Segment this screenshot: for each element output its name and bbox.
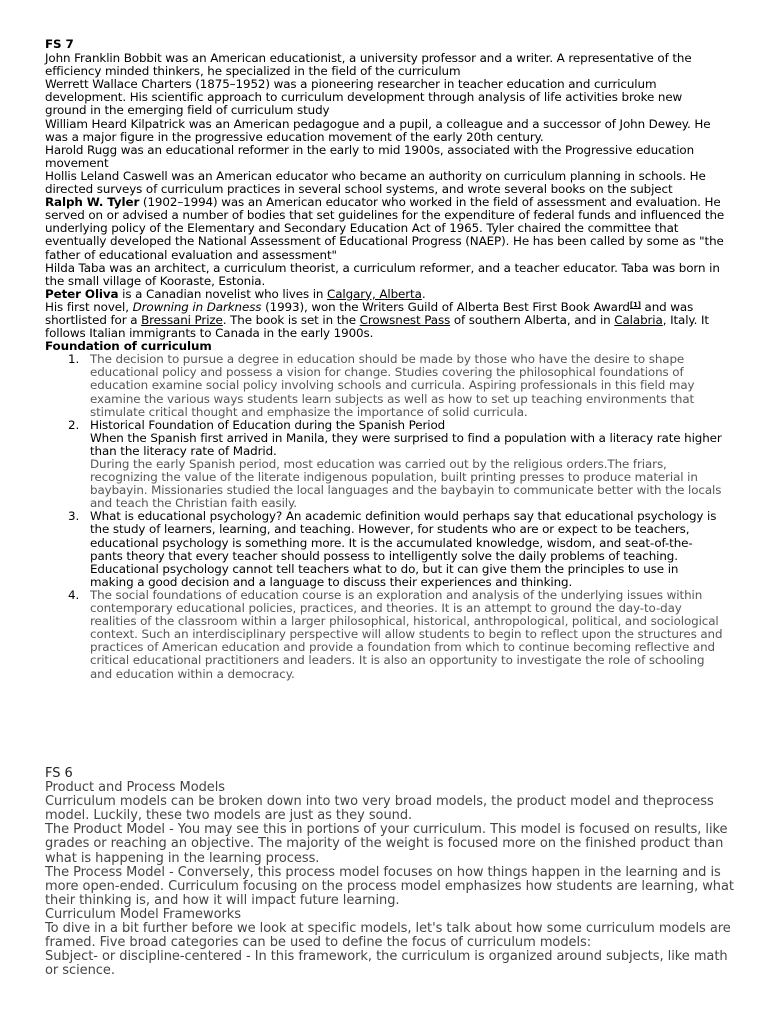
list-item-text: The decision to pursue a degree in education should be made by those who have the desire to shape educational policy and possess a vision for change. Studies covering the philosophical foundations of education examine social policy involving schools and curricula. Aspiring professionals in this field may examine the various ways students learn subjects as well as how to set up teaching environments that stimulate critical thought and emphasize the importance of solid curricula. [90,352,695,419]
citation-link[interactable]: [1] [629,300,641,309]
fs6-paragraph: The Product Model - You may see this in portions of your curriculum. This model is focused on results, like grades or reaching an objective. The majority of the weight is focused more on the finished product than what is happening in the learning process. [45,822,728,866]
list-item-text: What is educational psychology? An academic definition would perhaps say that educational psychology is the study of learners, learning, and teaching. However, for students who are or expect to be teachers, educational psychology is something more. It is the accumulated knowledge, wisdom, and seat-of-the-pants theory that every teacher should possess to intelligently solve the daily problems of teaching. Educational psychology cannot tell teachers what to do, but it can give them the principles to use in making a good decision and a language to discuss their experiences and thinking. [90,509,717,589]
list-item [68,509,725,589]
novel-title: Drowning in Darkness [132,299,262,314]
novel-text-3: and was shortlisted for a [45,299,694,327]
novel-text-4: . The book is set in the [222,312,360,327]
list-number: 3. [68,509,80,524]
oliva-name: Peter Oliva [45,286,119,301]
novel-text-6: , Italy. It follows Italian immigrants to Canada in the early 1900s. [45,312,709,341]
fs6-paragraph: Curriculum models can be broken down into two very broad models, the product model and theprocess model. Luckily, these two models are just as they sound. [45,794,714,824]
fs7-section [45,38,725,681]
charters-paragraph: Werrett Wallace Charters (1875–1952) was a pioneering researcher in teacher education and curriculum development. His scientific approach to curriculum development through analysis of life activities broke new ground in the emerging field of curriculum study [45,77,683,118]
tyler-name: Ralph W. Tyler [45,195,140,210]
list-item-text: During the early Spanish period, most education was carried out by the religious orders.The friars, recognizing the value of the literate indigenous population, built printing presses to produce material in baybayin. Missionaries studied the local languages and the baybayin to communicate better with the locals and teach the Christian faith easily. [90,457,722,511]
foundation-heading: Foundation of curriculum [45,339,212,354]
list-item [68,587,725,681]
crowsnest-pass-link[interactable]: Crowsnest Pass [359,312,451,327]
list-item-heading: Historical Foundation of Education during the Spanish Period [90,417,446,432]
list-item-text: The social foundations of education course is an exploration and analysis of the underlying issues within contemporary educational policies, practices, and theories. It is an attempt to ground the day-to-day realities of the classroom within a larger philosophical, historical, anthropological, political, and sociological context. Such an interdisciplinary perspective will allow students to begin to reflect upon the structures and practices of American education and provide a foundation from which to continue becoming reflective and critical educational practitioners and leaders. It is also an opportunity to investigate the role of schooling and education within a democracy. [90,587,723,681]
rugg-paragraph: Harold Rugg was an educational reformer in the early to mid 1900s, associated with the Progressive education movement [45,142,695,170]
taba-paragraph: Hilda Taba was an architect, a curriculum theorist, a curriculum reformer, and a teacher educator. Taba was born in the small village of Kooraste, Estonia. [45,260,720,288]
tyler-text: (1902–1994) was an American educator who worked in the field of assessment and evaluation. He served on or advised a number of bodies that set guidelines for the expenditure of federal funds and influenced the underlying policy of the Elementary and Secondary Education Act of 1965. Tyler chaired the committee that eventually developed the National Assessment of Educational Progress (NAEP). He has been called by some as "the father of educational evaluation and assessment" [45,195,725,262]
novel-paragraph [45,301,725,340]
calabria-link[interactable]: Calabria [614,312,663,327]
fs6-paragraph: Subject- or discipline-centered - In this framework, the curriculum is organized around subjects, like math or science. [45,949,728,979]
foundation-list [45,353,725,680]
novel-text-2: (1993), won the Writers Guild of Alberta Best First Book Award [261,299,630,314]
list-item [68,352,725,419]
bobbit-paragraph: John Franklin Bobbit was an American educationist, a university professor and a writer. A representative of the efficiency minded thinkers, he specialized in the field of the curriculum [45,51,692,79]
caswell-paragraph: Hollis Leland Caswell was an American educator who became an authority on curriculum planning in schools. He directed surveys of curriculum practices in several school systems, and wrote several books on the subject [45,168,706,197]
fs6-paragraph: The Process Model - Conversely, this process model focuses on how things happen in the learning and is more open-ended. Curriculum focusing on the process model emphasizes how students are learning, what their thinking is, and how it will impact future learning. [45,864,734,908]
list-number: 4. [68,587,80,602]
fs6-subheading: Curriculum Model Frameworks [45,906,241,922]
fs7-title: FS 7 [45,37,74,51]
calgary-link[interactable]: Calgary, Alberta [327,286,422,301]
fs6-subheading: Product and Process Models [45,780,226,796]
list-number: 2. [68,417,80,432]
list-item [68,417,725,511]
novel-text-1: His first novel, [45,299,133,314]
bressani-prize-link[interactable]: Bressani Prize [141,312,223,327]
kilpatrick-paragraph: William Heard Kilpatrick was an American pedagogue and a pupil, a colleague and a successor of John Dewey. He was a major figure in the progressive education movement of the early 20th century. [45,116,711,144]
oliva-text-1: is a Canadian novelist who lives in [118,286,328,301]
list-item-text: When the Spanish first arrived in Manila, they were surprised to find a population with a literacy rate higher than the literacy rate of Madrid. [90,430,722,458]
fs6-section [45,767,735,978]
fs6-paragraph: To dive in a bit further before we look at specific models, let's talk about how some curriculum models are framed. Five broad categories can be used to define the focus of curriculum models: [45,921,731,951]
fs6-title: FS 6 [45,766,73,781]
list-number: 1. [68,352,80,367]
oliva-text-2: . [421,286,426,301]
novel-text-5: of southern Alberta, and in [450,312,615,327]
tyler-paragraph [45,196,725,261]
